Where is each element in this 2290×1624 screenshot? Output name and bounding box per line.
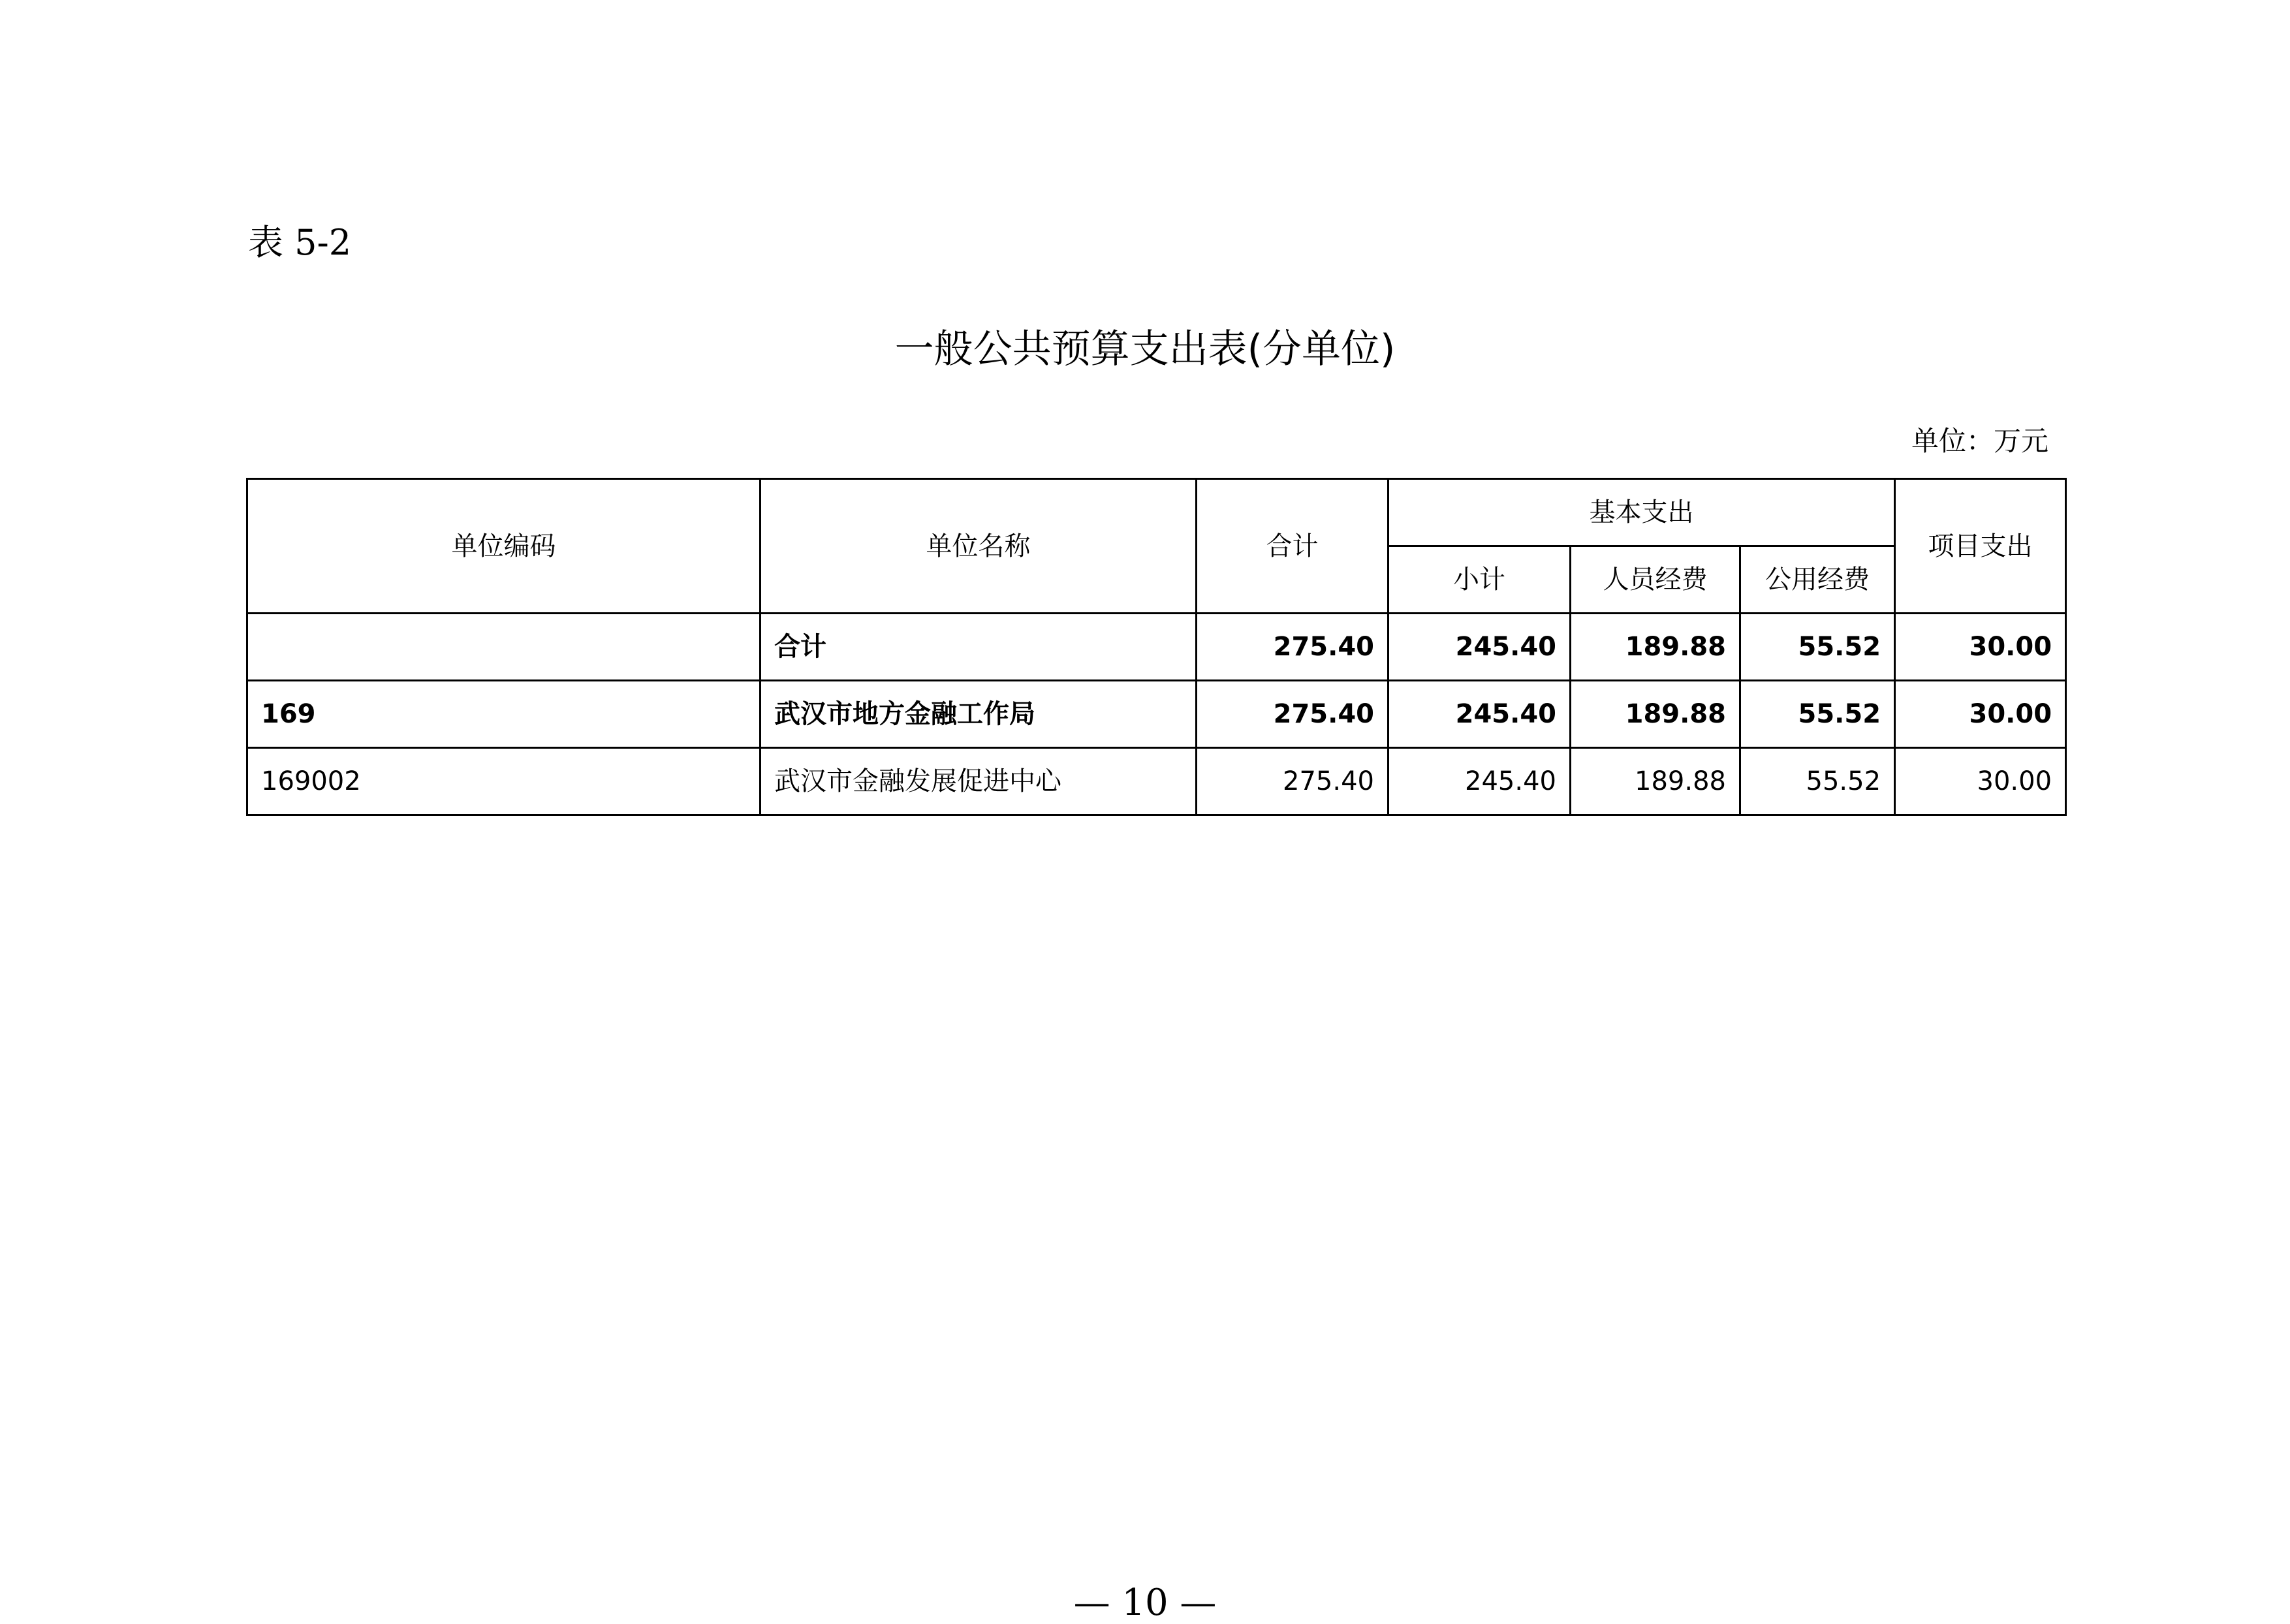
cell-total: 275.40 xyxy=(1197,748,1388,815)
table-row-total xyxy=(247,614,2066,681)
table-row xyxy=(247,681,2066,748)
cell-code xyxy=(247,614,761,681)
cell-project: 30.00 xyxy=(1895,748,2066,815)
cell-personnel: 189.88 xyxy=(1571,681,1740,748)
header-project: 项目支出 xyxy=(1895,479,2066,614)
header-code: 单位编码 xyxy=(247,479,761,614)
cell-code: 169002 xyxy=(247,748,761,815)
page-number: — 10 — xyxy=(1073,1582,1217,1624)
unit-label: 单位：万元 xyxy=(1911,425,2048,457)
header-personnel: 人员经费 xyxy=(1571,546,1740,614)
cell-total: 275.40 xyxy=(1197,681,1388,748)
cell-personnel: 189.88 xyxy=(1571,748,1740,815)
cell-public: 55.52 xyxy=(1740,614,1895,681)
cell-project: 30.00 xyxy=(1895,614,2066,681)
header-name: 单位名称 xyxy=(761,479,1197,614)
budget-table xyxy=(246,478,2067,816)
cell-public: 55.52 xyxy=(1740,748,1895,815)
cell-code: 169 xyxy=(247,681,761,748)
header-basic-group: 基本支出 xyxy=(1388,479,1895,546)
cell-name: 武汉市金融发展促进中心 xyxy=(761,748,1197,815)
header-row-1 xyxy=(247,479,2066,546)
cell-total: 275.40 xyxy=(1197,614,1388,681)
page-title: 一般公共预算支出表(分单位) xyxy=(894,326,1396,372)
cell-subtotal: 245.40 xyxy=(1388,614,1571,681)
cell-public: 55.52 xyxy=(1740,681,1895,748)
header-total: 合计 xyxy=(1197,479,1388,614)
cell-subtotal: 245.40 xyxy=(1388,681,1571,748)
cell-personnel: 189.88 xyxy=(1571,614,1740,681)
cell-name: 合计 xyxy=(761,614,1197,681)
header-public: 公用经费 xyxy=(1740,546,1895,614)
cell-subtotal: 245.40 xyxy=(1388,748,1571,815)
table-row xyxy=(247,748,2066,815)
header-subtotal: 小计 xyxy=(1388,546,1571,614)
cell-project: 30.00 xyxy=(1895,681,2066,748)
table-label: 表 5-2 xyxy=(248,222,352,263)
cell-name: 武汉市地方金融工作局 xyxy=(761,681,1197,748)
